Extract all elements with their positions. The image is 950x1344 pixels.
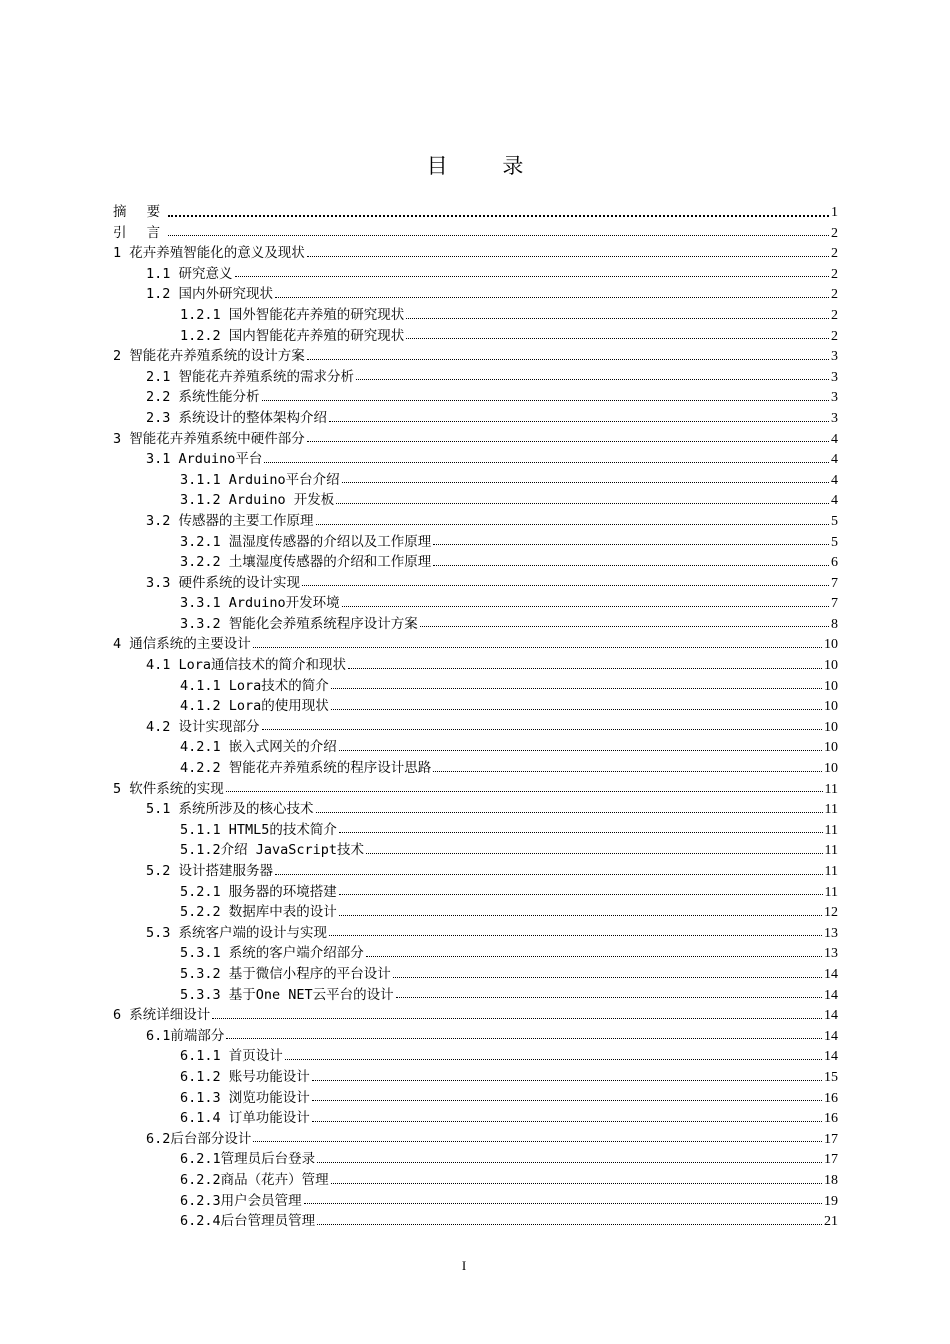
toc-entry-page: 2 bbox=[831, 307, 838, 323]
toc-entry-label: 3.2.1 温湿度传感器的介绍以及工作原理 bbox=[180, 533, 432, 550]
toc-dot-leader bbox=[339, 832, 823, 833]
toc-entry[interactable] bbox=[113, 1086, 838, 1107]
toc-entry[interactable] bbox=[113, 1147, 838, 1168]
toc-entry-page: 13 bbox=[824, 925, 838, 941]
toc-entry[interactable] bbox=[113, 1209, 838, 1230]
toc-entry-page: 17 bbox=[824, 1131, 838, 1147]
toc-dot-leader bbox=[342, 482, 829, 483]
toc-entry[interactable] bbox=[113, 1189, 838, 1210]
toc-entry-label: 4.1.1 Lora技术的简介 bbox=[180, 677, 329, 694]
toc-dot-leader bbox=[312, 1121, 822, 1122]
toc-entry-page: 10 bbox=[824, 637, 838, 653]
toc-dot-leader bbox=[307, 359, 829, 360]
toc-entry[interactable] bbox=[113, 447, 838, 468]
toc-dot-leader bbox=[406, 338, 829, 339]
toc-entry-page: 11 bbox=[824, 843, 838, 859]
toc-entry-page: 10 bbox=[824, 678, 838, 694]
toc-entry-label: 6.1前端部分 bbox=[146, 1027, 225, 1044]
toc-entry-page: 12 bbox=[824, 905, 838, 921]
toc-entry[interactable] bbox=[113, 591, 838, 612]
toc-entry-label: 6.2.2商品（花卉）管理 bbox=[180, 1171, 329, 1188]
toc-dot-leader bbox=[339, 915, 822, 916]
toc-entry[interactable] bbox=[113, 200, 838, 221]
page-number: I bbox=[461, 1258, 467, 1273]
toc-entry-page: 10 bbox=[824, 699, 838, 715]
toc-entry[interactable] bbox=[113, 303, 838, 324]
toc-entry-page: 8 bbox=[831, 616, 838, 632]
toc-entry[interactable] bbox=[113, 1044, 838, 1065]
toc-entry-page: 5 bbox=[831, 534, 838, 550]
toc-dot-leader bbox=[253, 1141, 822, 1142]
toc-dot-leader bbox=[312, 1100, 822, 1101]
toc-entry-label: 3.1.2 Arduino 开发板 bbox=[180, 492, 335, 509]
page-title: 目 录 bbox=[426, 154, 548, 178]
table-of-contents bbox=[113, 200, 838, 1230]
toc-entry-page: 4 bbox=[831, 472, 838, 488]
toc-entry[interactable] bbox=[113, 653, 838, 674]
toc-dot-leader bbox=[336, 503, 829, 504]
toc-entry-label: 3.2 传感器的主要工作原理 bbox=[146, 512, 314, 529]
toc-entry-label: 2.2 系统性能分析 bbox=[146, 389, 260, 406]
toc-entry-page: 10 bbox=[824, 761, 838, 777]
toc-entry[interactable] bbox=[113, 859, 838, 880]
toc-dot-leader bbox=[393, 977, 822, 978]
toc-entry-page: 18 bbox=[824, 1172, 838, 1188]
toc-entry[interactable] bbox=[113, 962, 838, 983]
toc-dot-leader bbox=[406, 318, 829, 319]
toc-entry[interactable] bbox=[113, 324, 838, 345]
toc-dot-leader bbox=[329, 421, 829, 422]
toc-entry-page: 7 bbox=[831, 575, 838, 591]
toc-entry-page: 11 bbox=[824, 884, 838, 900]
toc-entry-label: 引 言 bbox=[113, 224, 167, 241]
toc-entry-page: 16 bbox=[824, 1090, 838, 1106]
toc-entry-label: 1.2.2 国内智能花卉养殖的研究现状 bbox=[180, 327, 405, 344]
toc-dot-leader bbox=[339, 750, 822, 751]
toc-entry-page: 16 bbox=[824, 1111, 838, 1127]
toc-entry[interactable] bbox=[113, 777, 838, 798]
toc-entry[interactable] bbox=[113, 900, 838, 921]
toc-entry-label: 4.2.2 智能花卉养殖系统的程序设计思路 bbox=[180, 760, 432, 777]
toc-dot-leader bbox=[226, 1038, 822, 1039]
toc-entry-page: 4 bbox=[831, 493, 838, 509]
toc-dot-leader bbox=[317, 1162, 822, 1163]
toc-dot-leader bbox=[433, 544, 829, 545]
toc-entry[interactable] bbox=[113, 674, 838, 695]
toc-dot-leader bbox=[304, 1203, 822, 1204]
toc-entry-page: 5 bbox=[831, 513, 838, 529]
toc-entry[interactable] bbox=[113, 530, 838, 551]
toc-entry[interactable] bbox=[113, 735, 838, 756]
toc-dot-leader bbox=[317, 1224, 822, 1225]
toc-entry-page: 4 bbox=[831, 431, 838, 447]
toc-entry-page: 14 bbox=[824, 1049, 838, 1065]
toc-entry-label: 3.3 硬件系统的设计实现 bbox=[146, 574, 301, 591]
toc-entry[interactable] bbox=[113, 756, 838, 777]
toc-entry[interactable] bbox=[113, 488, 838, 509]
toc-entry-label: 6.2.4后台管理员管理 bbox=[180, 1213, 316, 1230]
toc-dot-leader bbox=[316, 812, 823, 813]
toc-dot-leader bbox=[307, 256, 829, 257]
toc-entry-page: 3 bbox=[831, 369, 838, 385]
toc-entry-label: 3.3.1 Arduino开发环境 bbox=[180, 595, 340, 612]
toc-entry-label: 5 软件系统的实现 bbox=[113, 780, 224, 797]
toc-entry-page: 11 bbox=[824, 781, 838, 797]
toc-entry[interactable] bbox=[113, 1168, 838, 1189]
toc-dot-leader bbox=[331, 688, 822, 689]
toc-entry[interactable] bbox=[113, 880, 838, 901]
toc-dot-leader bbox=[348, 668, 822, 669]
toc-dot-leader bbox=[433, 565, 829, 566]
toc-dot-leader bbox=[420, 626, 829, 627]
toc-entry-page: 2 bbox=[831, 246, 838, 262]
toc-dot-leader bbox=[331, 1183, 822, 1184]
toc-entry[interactable] bbox=[113, 344, 838, 365]
toc-entry-page: 13 bbox=[824, 946, 838, 962]
toc-entry-page: 3 bbox=[831, 349, 838, 365]
toc-entry[interactable] bbox=[113, 1127, 838, 1148]
toc-dot-leader bbox=[235, 276, 829, 277]
toc-entry-page: 14 bbox=[824, 966, 838, 982]
toc-entry-page: 2 bbox=[831, 225, 838, 241]
toc-entry[interactable] bbox=[113, 1024, 838, 1045]
toc-dot-leader bbox=[264, 462, 829, 463]
toc-entry[interactable] bbox=[113, 1065, 838, 1086]
toc-entry[interactable] bbox=[113, 797, 838, 818]
toc-entry-page: 10 bbox=[824, 658, 838, 674]
toc-entry[interactable] bbox=[113, 983, 838, 1004]
toc-dot-leader bbox=[285, 1059, 822, 1060]
toc-entry[interactable] bbox=[113, 838, 838, 859]
toc-dot-leader bbox=[433, 771, 822, 772]
toc-entry-label: 5.3 系统客户端的设计与实现 bbox=[146, 924, 328, 941]
toc-dot-leader bbox=[253, 647, 822, 648]
toc-dot-leader bbox=[312, 1080, 822, 1081]
toc-entry[interactable] bbox=[113, 427, 838, 448]
toc-entry-label: 6.1.4 订单功能设计 bbox=[180, 1110, 310, 1127]
toc-dot-leader bbox=[329, 935, 822, 936]
toc-entry-page: 14 bbox=[824, 1028, 838, 1044]
toc-entry-label: 6.2.1管理员后台登录 bbox=[180, 1151, 316, 1168]
toc-entry-page: 15 bbox=[824, 1069, 838, 1085]
toc-entry-label: 6.2.3用户会员管理 bbox=[180, 1192, 302, 1209]
toc-entry-label: 3.1.1 Arduino平台介绍 bbox=[180, 471, 340, 488]
toc-entry-page: 19 bbox=[824, 1193, 838, 1209]
toc-entry[interactable] bbox=[113, 221, 838, 242]
toc-entry[interactable] bbox=[113, 262, 838, 283]
toc-entry[interactable] bbox=[113, 632, 838, 653]
toc-entry[interactable] bbox=[113, 468, 838, 489]
toc-dot-leader bbox=[339, 894, 823, 895]
toc-entry-label: 1 花卉养殖智能化的意义及现状 bbox=[113, 245, 305, 262]
toc-entry-label: 2.1 智能花卉养殖系统的需求分析 bbox=[146, 368, 355, 385]
toc-dot-leader bbox=[307, 441, 829, 442]
toc-entry-page: 21 bbox=[824, 1214, 838, 1230]
toc-dot-leader bbox=[356, 379, 829, 380]
toc-entry[interactable] bbox=[113, 571, 838, 592]
toc-entry[interactable] bbox=[113, 715, 838, 736]
toc-entry-label: 4 通信系统的主要设计 bbox=[113, 636, 251, 653]
toc-entry-page: 11 bbox=[824, 802, 838, 818]
toc-entry[interactable] bbox=[113, 406, 838, 427]
toc-entry-page: 17 bbox=[824, 1152, 838, 1168]
toc-entry-label: 5.1.1 HTML5的技术简介 bbox=[180, 821, 337, 838]
toc-entry-label: 5.2 设计搭建服务器 bbox=[146, 863, 274, 879]
toc-entry-label: 6.2后台部分设计 bbox=[146, 1130, 252, 1147]
toc-entry[interactable] bbox=[113, 509, 838, 530]
toc-entry-label: 3.2.2 土壤湿度传感器的介绍和工作原理 bbox=[180, 554, 432, 571]
toc-entry-label: 6.1.3 浏览功能设计 bbox=[180, 1089, 310, 1106]
toc-entry-page: 1 bbox=[831, 205, 838, 220]
toc-entry-label: 5.2.2 数据库中表的设计 bbox=[180, 904, 337, 921]
toc-dot-leader bbox=[331, 709, 822, 710]
toc-entry-page: 2 bbox=[831, 328, 838, 344]
toc-dot-leader bbox=[396, 997, 822, 998]
toc-entry-label: 2 智能花卉养殖系统的设计方案 bbox=[113, 348, 305, 365]
toc-dot-leader bbox=[366, 956, 822, 957]
toc-entry-label: 5.3.2 基于微信小程序的平台设计 bbox=[180, 965, 391, 982]
toc-entry-label: 3 智能花卉养殖系统中硬件部分 bbox=[113, 430, 305, 447]
toc-dot-leader bbox=[168, 215, 829, 217]
toc-dot-leader bbox=[226, 791, 823, 792]
toc-entry[interactable] bbox=[113, 921, 838, 942]
toc-entry[interactable] bbox=[113, 365, 838, 386]
toc-dot-leader bbox=[262, 729, 822, 730]
toc-entry-label: 5.1.2介绍 JavaScript技术 bbox=[180, 842, 365, 859]
toc-entry[interactable] bbox=[113, 694, 838, 715]
toc-entry-page: 3 bbox=[831, 410, 838, 426]
toc-dot-leader bbox=[316, 524, 829, 525]
toc-entry-label: 5.3.3 基于One NET云平台的设计 bbox=[180, 986, 394, 1003]
toc-entry-label: 6 系统详细设计 bbox=[113, 1007, 211, 1024]
toc-entry[interactable] bbox=[113, 612, 838, 633]
toc-dot-leader bbox=[212, 1018, 822, 1019]
toc-entry-page: 10 bbox=[824, 740, 838, 756]
toc-entry[interactable] bbox=[113, 941, 838, 962]
toc-entry[interactable] bbox=[113, 1003, 838, 1024]
toc-dot-leader bbox=[275, 297, 829, 298]
toc-entry-label: 5.3.1 系统的客户端介绍部分 bbox=[180, 945, 364, 962]
toc-entry-label: 1.2 国内外研究现状 bbox=[146, 286, 274, 303]
toc-entry-label: 5.1 系统所涉及的核心技术 bbox=[146, 801, 314, 818]
toc-entry[interactable] bbox=[113, 1106, 838, 1127]
toc-entry-label: 6.1.2 账号功能设计 bbox=[180, 1068, 310, 1085]
toc-dot-leader bbox=[342, 606, 829, 607]
toc-entry-page: 10 bbox=[824, 719, 838, 735]
toc-dot-leader bbox=[366, 853, 822, 854]
toc-entry-label: 3.1 Arduino平台 bbox=[146, 451, 263, 468]
toc-entry[interactable] bbox=[113, 818, 838, 839]
toc-entry[interactable] bbox=[113, 282, 838, 303]
toc-entry-label: 6.1.1 首页设计 bbox=[180, 1048, 283, 1065]
toc-entry-page: 4 bbox=[831, 452, 838, 468]
toc-entry-label: 5.2.1 服务器的环境搭建 bbox=[180, 883, 337, 900]
toc-entry-label: 4.2.1 嵌入式网关的介绍 bbox=[180, 739, 337, 756]
toc-entry-label: 4.1.2 Lora的使用现状 bbox=[180, 698, 329, 715]
toc-entry[interactable] bbox=[113, 550, 838, 571]
toc-entry-page: 6 bbox=[831, 555, 838, 571]
toc-entry-label: 3.3.2 智能化会养殖系统程序设计方案 bbox=[180, 615, 418, 632]
toc-entry-page: 14 bbox=[824, 1008, 838, 1024]
toc-dot-leader bbox=[302, 585, 829, 586]
toc-entry-page: 11 bbox=[824, 822, 838, 838]
toc-entry-page: 7 bbox=[831, 596, 838, 612]
toc-entry-page: 3 bbox=[831, 390, 838, 406]
toc-dot-leader bbox=[262, 400, 829, 401]
toc-entry-page: 2 bbox=[831, 266, 838, 282]
toc-entry-page: 14 bbox=[824, 987, 838, 1003]
toc-entry[interactable] bbox=[113, 385, 838, 406]
toc-entry-label: 1.2.1 国外智能花卉养殖的研究现状 bbox=[180, 306, 405, 323]
toc-entry-page: 11 bbox=[824, 864, 838, 879]
toc-entry-label: 4.1 Lora通信技术的简介和现状 bbox=[146, 657, 347, 674]
toc-dot-leader bbox=[168, 235, 829, 236]
toc-entry[interactable] bbox=[113, 241, 838, 262]
toc-dot-leader bbox=[275, 874, 823, 875]
toc-entry-label: 4.2 设计实现部分 bbox=[146, 718, 260, 735]
toc-entry-page: 2 bbox=[831, 287, 838, 303]
toc-entry-label: 摘 要 bbox=[113, 204, 167, 220]
toc-entry-label: 1.1 研究意义 bbox=[146, 265, 233, 282]
toc-entry-label: 2.3 系统设计的整体架构介绍 bbox=[146, 409, 328, 426]
